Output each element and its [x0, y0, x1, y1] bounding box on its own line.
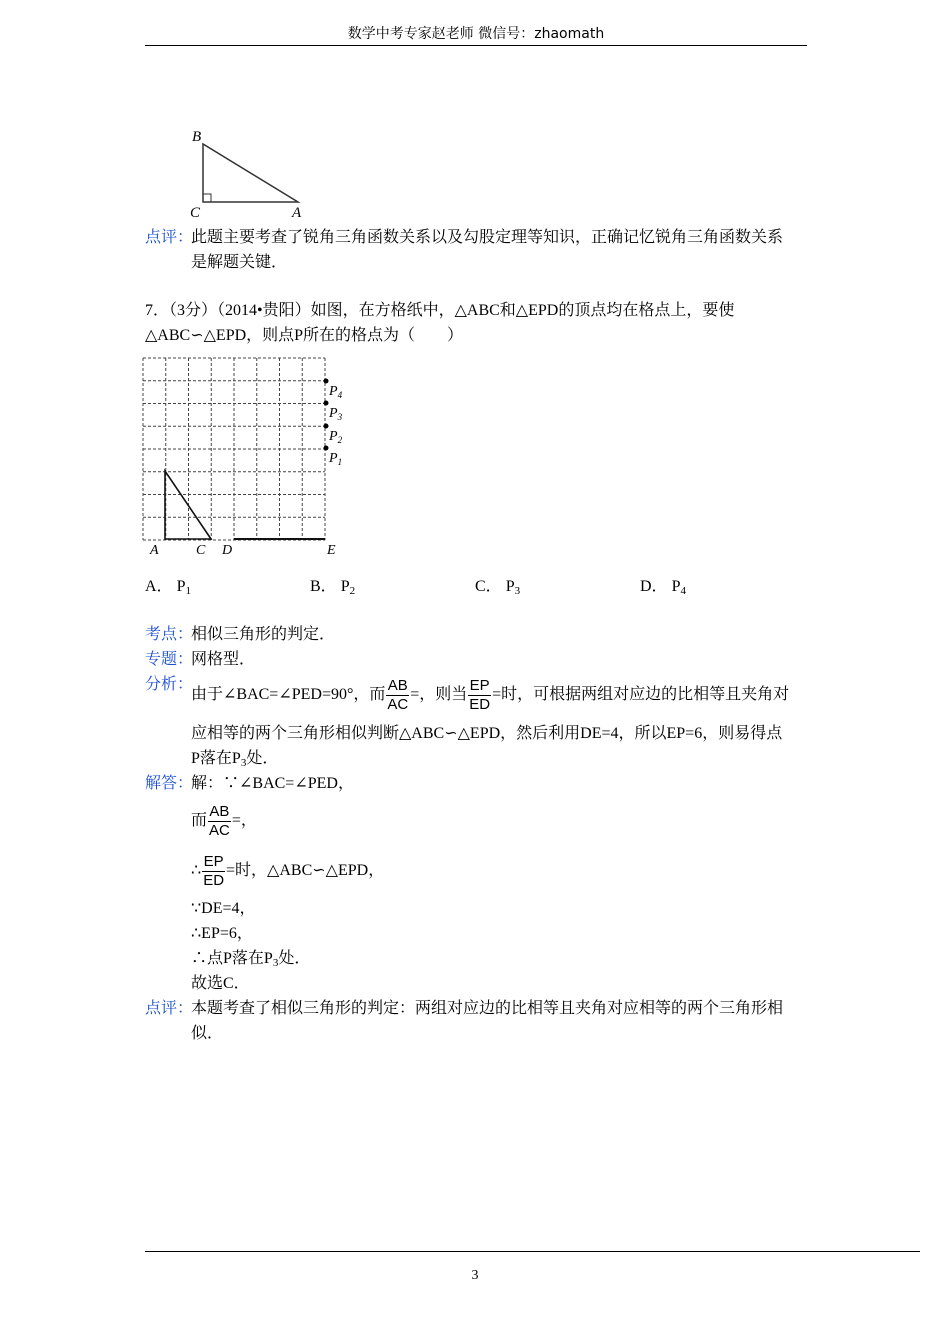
page-number: 3: [471, 1268, 479, 1283]
option-c: C． $P_3$: [475, 578, 521, 597]
review2-line1: 本题考查了相似三角形的判定：两组对应边的比相等且夹角对应相等的两个三角形相: [191, 1000, 784, 1017]
fraction-ab-ac-2: $\frac{AB}{AC}$: [209, 802, 230, 839]
footer-rule: [145, 1251, 920, 1252]
review1-line1: 此题主要考查了锐角三角函数关系以及勾股定理等知识，正确记忆锐角三角函数关系: [191, 229, 784, 246]
question-line2: △ABC∽△EPD，则点P所在的格点为（ ）: [145, 327, 464, 344]
jieda-line4: ∵DE=4，: [191, 900, 256, 917]
header-rule: [145, 45, 807, 46]
right-angle-mark: [203, 194, 211, 202]
page-header: 数学中考专家赵老师 微信号：zhaomath: [347, 26, 605, 42]
review1-line2: 是解题关键．: [191, 254, 288, 271]
jieda-line1: 解：∵∠BAC=∠PED，: [191, 775, 354, 792]
zhuanti-text: 网格型．: [191, 651, 256, 668]
kaodian-label: 考点：: [145, 626, 194, 643]
label-p2: $P_2$: [329, 429, 343, 445]
zhuanti-label: 专题：: [145, 651, 194, 668]
review2-label: 点评：: [145, 1000, 194, 1017]
jieda-label: 解答：: [145, 775, 194, 792]
jieda-line5: ∴EP=6，: [191, 925, 253, 942]
fraction-ep-ed: $\frac{EP}{ED}$: [469, 676, 491, 713]
vertex-label-e: E: [327, 543, 336, 558]
jieda-line3: ∴ $\frac{EP}{ED}$ =时，△ABC∽△EPD，: [191, 852, 385, 889]
jieda-line6: ∴点P落在$P_3$处．: [191, 950, 311, 969]
grid-figure: [140, 354, 352, 566]
label-p1: $P_1$: [329, 451, 343, 467]
option-a: A． $P_1$: [145, 578, 191, 597]
fenxi-label: 分析：: [145, 676, 194, 693]
point-p3: [324, 401, 329, 406]
point-p2: [324, 424, 329, 429]
fraction-ab-ac: $\frac{AB}{AC}$: [387, 676, 409, 713]
vertex-label-b: B: [192, 129, 202, 145]
kaodian-text: 相似三角形的判定．: [191, 626, 336, 643]
label-p4: $P_4$: [329, 384, 343, 400]
point-p4: [324, 379, 329, 384]
fenxi-line1: 由于∠BAC=∠PED=90°，而 $\frac{AB}{AC}$ =，则当 $\frac{EP}{ED}$ =时，可根据两组对应边的比相等且夹角对: [191, 676, 790, 713]
option-b: B． $P_2$: [310, 578, 356, 597]
review2-line2: 似．: [191, 1025, 224, 1042]
point-p1: [324, 446, 329, 451]
vertex-label-c2: C: [196, 543, 206, 558]
jieda-line7: 故选C．: [191, 975, 250, 992]
grid-lines: [143, 358, 325, 540]
vertex-label-d: D: [222, 543, 233, 558]
triangle-shape: [203, 144, 298, 202]
vertex-label-a: A: [292, 205, 302, 220]
fenxi-line3: P落在$P_3$处．: [191, 750, 279, 769]
question-line1: 7．（3分）（2014•贵阳）如图，在方格纸中，△ABC和△EPD的顶点均在格点上，要使: [145, 302, 735, 319]
fraction-ep-ed-2: $\frac{EP}{ED}$: [203, 852, 225, 889]
vertex-label-c: C: [190, 205, 201, 220]
vertex-label-a2: A: [150, 543, 159, 558]
fenxi-line2: 应相等的两个三角形相似判断△ABC∽△EPD，然后利用DE=4，所以EP=6，则易得点: [191, 725, 783, 742]
triangle-figure: [185, 124, 315, 220]
jieda-line2: 而 $\frac{AB}{AC}$ =，: [191, 802, 257, 839]
review1-label: 点评：: [145, 229, 194, 246]
label-p3: $P_3$: [329, 406, 343, 422]
option-d: D． $P_4$: [640, 578, 686, 597]
